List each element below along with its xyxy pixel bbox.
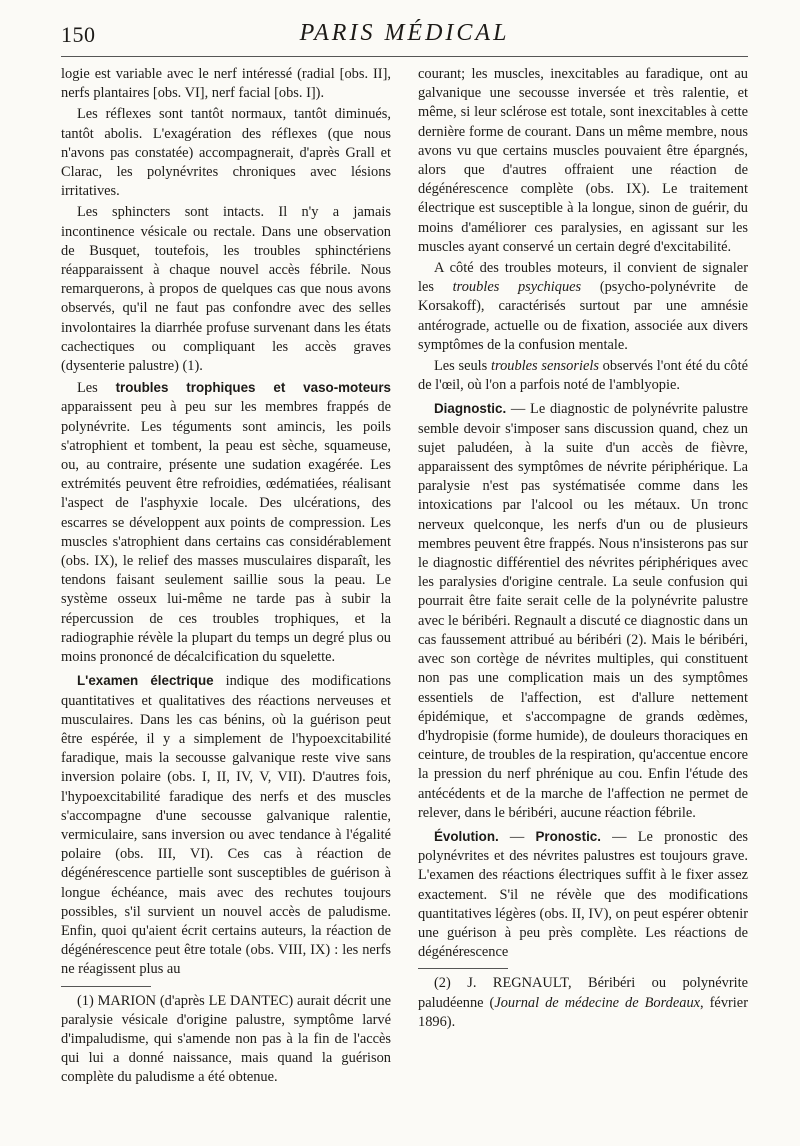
text: apparaissent peu à peu sur les membres frappés de polynévrite. Les téguments sont amincis, les poils s'atrophient et tombent, la peau est sèche, squameuse, ou, au contraire, présente une sudation exagérée. Les extrémités peuvent être refroidies, œdématiées, réalisant l'aspect de l'asphyxie locale. Des ulcérations, des escarres se développent aux points de compression. Les muscles s'atrophient dans certains cas considérablement (obs. IX), le relief des masses musculaires disparaît, les tendons faisant seulement saillie sous la peau. Le système osseux lui-même ne tarde pas à subir la répercussion de ces troubles trophiques, et la radiographie révèle la plupart du temps un degré plus ou moins prononcé de décalcification du squelette. xyxy=(61,399,391,666)
italic-term: troubles psychiques xyxy=(452,279,582,296)
text: Les seuls xyxy=(434,358,492,375)
text: observés l'ont été du côté de l'œil, où l'on a parfois noté de l'amblyopie. xyxy=(418,358,749,394)
two-column-body xyxy=(61,65,748,1088)
left-column xyxy=(61,65,391,1088)
paragraph: Les sphincters sont intacts. Il n'y a jamais incontinence vésicale ou rectale. Dans une observation de Busquet, toutefois, les troubles sphinctériens réapparaissent à chaque nouvel accès fébrile. Nous remarquerons, à propos de quelques cas que nous avons observés, qu'il ne faut pas confondre avec des selles involontaires la diarrhée profuse survenant dans les états cachectiques ou compliquant les accès graves (dysenterie palustre) (1). xyxy=(61,204,391,375)
keyword-heading: troubles trophiques et vaso-moteurs xyxy=(115,380,391,396)
section-heading-pronostic: Pronostic. xyxy=(535,828,601,844)
paragraph: courant; les muscles, inexcitables au faradique, ont au galvanique une secousse inversée et très ralentie, et même, si leur sclérose est totale, sont inexcitables à cette dernière forme de courant. Dans un même membre, nous avons vu que certains muscles pouvaient être épargnés, alors que d'autres offraient une réaction de dégénérescence complète (obs. IX). Le traitement électrique est susceptible à la longue, sinon de guérir, du moins d'améliorer ces paralysies, en agissant sur les muscles ayant conservé un certain degré d'excitabilité. xyxy=(418,66,748,255)
italic-term: Journal de médecine de Bordeaux xyxy=(494,994,701,1011)
paragraph xyxy=(418,827,748,962)
text: — xyxy=(498,828,536,845)
italic-term: troubles sensoriels xyxy=(491,358,599,375)
footnote: (1) MARION (d'après LE DANTEC) aurait décrit une paralysie vésicale d'origine palustre, symptôme larvé d'impaludisme, qui s'amende non pas à la fin de l'accès qui lui a donné naissance, mais quand la guérison complète du paludisme a été obtenue. xyxy=(61,992,391,1086)
text: (2) J. REGNAULT, Béribéri ou polynévrite paludéenne ( xyxy=(418,975,748,1011)
page-number: 150 xyxy=(61,22,96,47)
paragraph xyxy=(61,378,391,667)
paragraph xyxy=(418,259,748,355)
keyword-heading: L'examen électrique xyxy=(77,673,214,689)
paragraph: logie est variable avec le nerf intéressé (radial [obs. II], nerfs plantaires [obs. VI], nerf facial [obs. I]). xyxy=(61,66,391,102)
text: — Le diagnostic de polynévrite palustre semble devoir s'imposer sans discussion quand, chez un sujet paludéen, à la suite d'un accès de fièvre, apparaissent des symptômes de névrite périphérique. La paralysie n'est pas systématisée comme dans les intoxications par l'alcool ou les métaux. Un tronc nerveux quelconque, les nerfs d'un ou de plusieurs membres peuvent être frappés. Nous n'insisterons pas sur le diagnostic différentiel des névrites périphériques avec les paralysies d'origine centrale. La seule confusion qui pourrait être faite serait celle de la polynévrite palustre avec le béribéri. Regnault a discuté ce diagnostic dans un cas faussement attribué au béribéri (2). Mais le béribéri, avec son cortège de névrites multiples, qui constituent non pas une complication mais un des symptômes essentiels de l'affection, est d'allure nettement épidémique, et s'accompagne de grands œdèmes, d'hydropisie (forme humide), de douleurs thoraciques en ceinture, de troubles de la respiration, qu'accentue encore la pression du nerf phrénique au cou. Enfin l'étude des antécédents et de la marche de l'affection ne permet de relever, dans le béribéri, aucune réaction fébrile. xyxy=(418,401,748,821)
text: indique des modifications quantitatives et qualitatives des réactions nerveuses et musculaires. Dans les cas bénins, où la guérison peut être espérée, il y a simplement de l'hypoexcitabilité faradique, mais la secousse galvanique reste vive sans inversion polaire (obs. I, II, IV, V, VII). D'autres fois, l'hypoexcitabilité faradique des nerfs et des muscles s'accompagne d'une secousse galvanique ralentie, vermiculaire, sans inversion ou avec tendance à l'égalité polaire (obs. III, VI). Ces cas à réaction de dégénérescence partielle sont susceptibles de guérison à longue échéance, mais avec des rechutes toujours possibles, s'il survient un nouvel accès de paludisme. Enfin, quoi qu'aient écrit certains auteurs, la réaction de dégénérescence peut être totale (obs. VIII, IX) : les nerfs ne réagissent plus au xyxy=(61,673,391,978)
footnote-rule xyxy=(61,986,151,987)
text: — Le pronostic des polynévrites et des névrites palustres est toujours grave. L'examen des réactions électriques suffit à le fixer assez exactement. S'il ne révèle que des modifications quantitatives légères (obs. II, IV), on peut espérer obtenir une guérison à peu près complète. Les réactions de dégénérescence xyxy=(418,828,749,961)
paragraph xyxy=(418,357,748,395)
text: , février 1896). xyxy=(418,994,748,1030)
paragraph xyxy=(418,399,748,822)
footnote xyxy=(418,974,748,1032)
paragraph xyxy=(61,671,391,979)
journal-title: PARIS MÉDICAL xyxy=(299,20,510,46)
right-column xyxy=(418,65,748,1088)
paragraph: Les réflexes sont tantôt normaux, tantôt diminués, tantôt abolis. L'exagération des réflexes (que nous n'avons pas constatée) accompagnerait, d'après Grall et Clarac, les polynévrites chroniques avec lésions irritatives. xyxy=(61,106,391,200)
page-header xyxy=(61,16,748,57)
text: A côté des troubles moteurs, il convient de signaler les xyxy=(418,260,748,296)
section-heading-evolution: Évolution. xyxy=(434,828,499,844)
footnote-rule xyxy=(418,968,508,969)
section-heading-diagnostic: Diagnostic. xyxy=(434,401,507,417)
text: (psycho-polynévrite de Korsakoff), caractérisés surtout par une amnésie antérograde, actuelle ou de fixation, associée aux divers symptômes de la confusion mentale. xyxy=(418,279,748,353)
text: Les xyxy=(77,380,116,397)
